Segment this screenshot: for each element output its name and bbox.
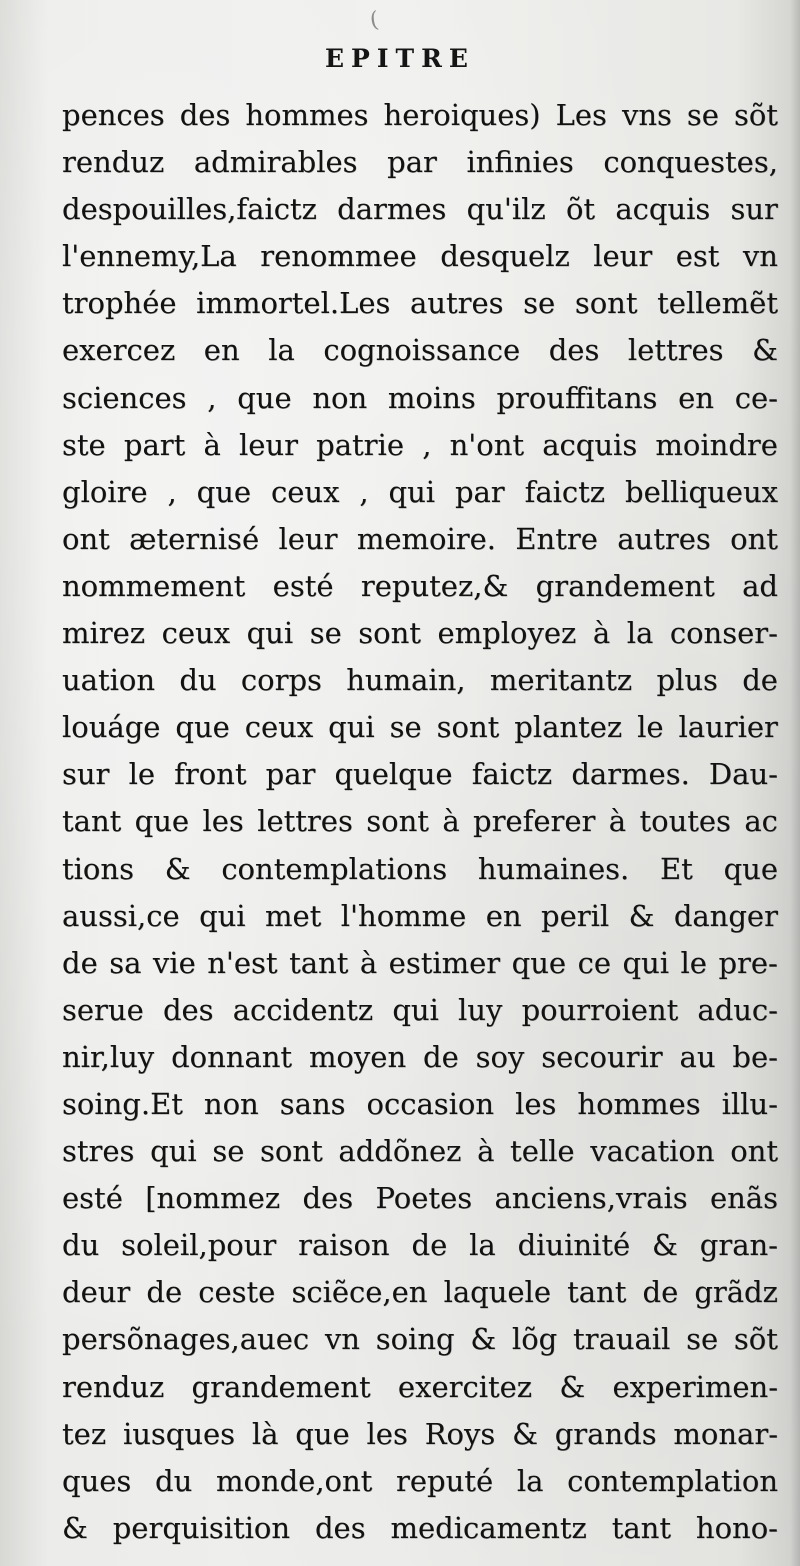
- text-word: deur: [62, 1275, 131, 1310]
- text-word: aduc-: [697, 992, 778, 1027]
- text-line: [62, 1316, 778, 1363]
- text-word: à: [592, 616, 611, 651]
- text-word: autres: [410, 286, 504, 321]
- text-line: [62, 940, 778, 987]
- text-word: darmes.: [571, 757, 690, 792]
- text-word: se: [389, 710, 422, 745]
- text-word: donnant: [171, 1039, 293, 1074]
- text-word: soy: [475, 1039, 525, 1074]
- text-word: iusques: [122, 1416, 236, 1451]
- text-line: [62, 1269, 778, 1316]
- text-word: vn: [742, 239, 778, 274]
- text-word: sans: [279, 1086, 346, 1121]
- text-word: nir,luy: [62, 1039, 155, 1074]
- text-word: lõg: [511, 1322, 558, 1357]
- text-word: heroiques): [383, 98, 541, 132]
- text-word: se: [309, 616, 342, 651]
- text-word: ,: [207, 380, 217, 415]
- text-word: de: [642, 1275, 679, 1310]
- text-line: [62, 704, 778, 751]
- text-word: l'homme: [340, 898, 467, 933]
- text-word: renommee: [260, 239, 417, 274]
- text-word: acquis: [542, 427, 638, 462]
- text-word: &: [752, 333, 778, 368]
- text-word: les: [515, 1086, 557, 1121]
- text-word: lettres: [257, 804, 353, 839]
- text-word: met: [265, 898, 322, 933]
- text-word: à: [359, 945, 378, 980]
- text-word: conser-: [669, 616, 778, 651]
- text-word: au: [679, 1039, 716, 1074]
- text-word: louáge: [62, 710, 161, 745]
- text-word: tant: [289, 945, 349, 980]
- text-word: lettres: [627, 333, 724, 368]
- text-word: par: [454, 474, 505, 509]
- text-line: [62, 422, 778, 469]
- text-word: raison: [298, 1228, 390, 1263]
- text-word: faictz: [524, 474, 606, 509]
- text-word: le: [637, 710, 664, 745]
- text-word: preferer: [473, 804, 596, 839]
- text-word: medicamentz: [390, 1510, 587, 1545]
- text-line: [62, 92, 778, 139]
- text-word: autres: [617, 521, 711, 556]
- text-word: la: [469, 1228, 496, 1263]
- text-word: front: [174, 757, 247, 792]
- text-line: [62, 1175, 778, 1222]
- text-word: experimen-: [612, 1369, 778, 1404]
- text-word: ceux: [161, 616, 231, 651]
- text-word: telle: [510, 1134, 575, 1169]
- text-word: sont: [436, 710, 500, 745]
- text-word: occasion: [366, 1086, 495, 1121]
- text-word: qui: [392, 992, 439, 1027]
- text-word: ques: [62, 1463, 132, 1498]
- text-word: sont: [366, 804, 429, 839]
- text-word: sciẽce,en: [291, 1275, 428, 1310]
- text-word: prouffitans: [496, 380, 658, 415]
- text-word: vn: [324, 1322, 360, 1357]
- text-word: là: [251, 1416, 279, 1451]
- text-word: des: [179, 98, 231, 132]
- text-word: &: [652, 1228, 678, 1263]
- text-line: [62, 1364, 778, 1411]
- text-word: infinies: [466, 145, 574, 180]
- text-word: estimer: [388, 945, 501, 980]
- text-word: quelque: [334, 757, 453, 792]
- text-line: [62, 1411, 778, 1458]
- text-word: à: [442, 804, 460, 839]
- text-word: que: [175, 710, 230, 745]
- text-word: mirez: [62, 616, 146, 651]
- running-head: EPITRE: [325, 44, 475, 73]
- text-word: à: [477, 1134, 495, 1169]
- text-word: desquelz: [440, 239, 570, 274]
- text-word: admirables: [193, 145, 358, 180]
- text-word: contemplations: [221, 851, 448, 886]
- text-word: pourroient: [521, 992, 679, 1027]
- text-word: de: [62, 945, 98, 980]
- text-word: laurier: [678, 710, 778, 745]
- text-line: [62, 280, 778, 327]
- text-word: vie: [152, 945, 196, 980]
- text-word: immortel.Les: [196, 286, 391, 321]
- text-word: qu'ilz: [466, 192, 546, 227]
- text-word: l'ennemy,La: [62, 239, 237, 274]
- text-word: Poetes: [375, 1181, 473, 1216]
- text-word: se: [212, 1134, 245, 1169]
- text-word: plus: [656, 663, 718, 698]
- text-word: renduz: [62, 145, 165, 180]
- text-word: ste: [62, 427, 106, 462]
- text-line: [62, 233, 778, 280]
- text-word: &: [559, 1369, 586, 1404]
- text-word: des: [162, 992, 214, 1027]
- text-line: [62, 610, 778, 657]
- text-word: sont: [574, 286, 638, 321]
- text-word: ad: [742, 568, 778, 603]
- text-line: [62, 751, 778, 798]
- text-word: æternisé: [129, 521, 260, 556]
- text-word: tellemẽt: [657, 286, 778, 321]
- text-word: belliqueux: [625, 474, 778, 509]
- text-word: faictz: [471, 757, 553, 792]
- text-word: &: [512, 1416, 538, 1451]
- text-word: employez: [437, 616, 577, 651]
- text-word: ont: [730, 521, 778, 556]
- text-word: uation: [62, 663, 156, 698]
- text-word: Entre: [515, 521, 598, 556]
- text-word: grands: [554, 1416, 657, 1451]
- text-line: [62, 1081, 778, 1128]
- text-word: qui: [150, 1134, 197, 1169]
- text-word: ont: [62, 521, 110, 556]
- text-word: ,: [167, 474, 177, 509]
- text-word: non: [312, 380, 368, 415]
- text-word: de: [146, 1275, 183, 1310]
- text-word: de: [411, 1228, 448, 1263]
- text-line: [62, 375, 778, 422]
- text-word: leur: [238, 427, 298, 462]
- text-line: [62, 139, 778, 186]
- text-line: [62, 1458, 778, 1505]
- text-word: les: [202, 804, 244, 839]
- text-word: darmes: [337, 192, 447, 227]
- text-word: que: [511, 945, 567, 980]
- text-word: ceux: [271, 474, 340, 509]
- text-word: ,: [359, 474, 369, 509]
- text-word: trophée: [62, 286, 177, 321]
- text-line: [62, 327, 778, 374]
- text-line: [62, 186, 778, 233]
- text-word: patrie: [316, 427, 404, 462]
- text-word: humaines.: [477, 851, 630, 886]
- text-word: de: [742, 663, 778, 698]
- text-line: [62, 893, 778, 940]
- text-line: [62, 469, 778, 516]
- text-line: [62, 798, 778, 845]
- text-word: ce-: [734, 380, 778, 415]
- text-word: moins: [387, 380, 476, 415]
- text-word: le: [128, 757, 155, 792]
- text-word: les: [366, 1416, 408, 1451]
- text-word: en: [485, 898, 522, 933]
- text-word: qui: [328, 710, 375, 745]
- text-word: toutes: [639, 804, 731, 839]
- gutter-mark: (: [368, 7, 381, 34]
- text-word: par: [265, 757, 316, 792]
- text-word: que: [723, 851, 778, 886]
- text-word: laquele: [443, 1275, 551, 1310]
- text-word: hommes: [245, 98, 369, 132]
- text-word: anciens,vrais: [494, 1181, 688, 1216]
- text-word: sa: [109, 945, 142, 980]
- text-word: grãdz: [694, 1275, 778, 1310]
- text-word: reputez,&: [360, 568, 509, 603]
- text-word: nommement: [62, 568, 246, 603]
- text-word: hommes: [577, 1086, 701, 1121]
- text-word: en: [203, 333, 240, 368]
- text-word: du: [155, 1463, 193, 1498]
- text-word: exercitez: [397, 1369, 533, 1404]
- text-word: soleil,pour: [121, 1228, 277, 1263]
- text-word: pre-: [718, 945, 778, 980]
- text-word: de: [423, 1039, 459, 1074]
- text-word: Dau-: [708, 757, 778, 792]
- text-line: [62, 987, 778, 1034]
- text-line: [62, 1222, 778, 1269]
- text-word: sont: [260, 1134, 323, 1169]
- text-word: du: [179, 663, 217, 698]
- text-word: memoire.: [356, 521, 496, 556]
- text-word: Roys: [424, 1416, 496, 1451]
- text-word: par: [387, 145, 437, 180]
- text-word: trauail: [573, 1322, 671, 1357]
- text-word: exercez: [62, 333, 176, 368]
- text-line: [62, 846, 778, 893]
- text-word: sur: [62, 757, 110, 792]
- text-word: que: [134, 804, 190, 839]
- text-word: gloire: [62, 474, 148, 509]
- text-word: stres: [62, 1134, 135, 1169]
- text-word: renduz: [62, 1369, 165, 1404]
- text-word: monar-: [673, 1416, 778, 1451]
- text-word: &: [164, 851, 191, 886]
- text-word: ont: [730, 1134, 778, 1169]
- text-word: que: [295, 1416, 350, 1451]
- text-word: leur: [593, 239, 653, 274]
- text-word: se: [523, 286, 556, 321]
- text-word: grandement: [191, 1369, 371, 1404]
- text-word: moindre: [655, 427, 778, 462]
- text-word: en: [678, 380, 714, 415]
- text-word: &: [470, 1322, 497, 1357]
- text-word: monde,ont: [215, 1463, 373, 1498]
- text-word: conquestes,: [603, 145, 778, 180]
- text-word: addõnez: [338, 1134, 462, 1169]
- text-word: des: [302, 1181, 354, 1216]
- text-word: sciences: [62, 380, 187, 415]
- text-word: õt: [565, 192, 596, 227]
- text-word: cognoissance: [323, 333, 521, 368]
- text-word: qui: [622, 945, 670, 980]
- text-word: humain,: [346, 663, 466, 698]
- text-word: &: [628, 898, 655, 933]
- text-word: diuinité: [517, 1228, 631, 1263]
- text-word: n'ont: [449, 427, 525, 462]
- text-word: que: [196, 474, 252, 509]
- text-word: tez: [62, 1416, 107, 1451]
- text-word: qui: [388, 474, 436, 509]
- text-word: que: [237, 380, 292, 415]
- text-word: tant: [567, 1275, 627, 1310]
- text-word: la: [268, 333, 295, 368]
- text-word: vacation: [590, 1134, 715, 1169]
- text-word: moyen: [308, 1039, 407, 1074]
- body-text: [62, 92, 778, 1552]
- text-word: perquisition: [112, 1510, 291, 1545]
- text-word: qui: [246, 616, 294, 651]
- text-line: [62, 1505, 778, 1552]
- text-word: illu-: [721, 1086, 778, 1121]
- text-word: des: [548, 333, 600, 368]
- text-word: se: [686, 1322, 719, 1357]
- text-word: esté: [62, 1181, 123, 1216]
- text-line: [62, 516, 778, 563]
- text-word: danger: [673, 898, 778, 933]
- text-word: le: [680, 945, 707, 980]
- text-line: [62, 563, 778, 610]
- text-word: tant: [62, 804, 122, 839]
- text-word: sont: [358, 616, 421, 651]
- text-word: grandement: [535, 568, 715, 603]
- text-word: est: [675, 239, 720, 274]
- text-word: soing: [375, 1322, 455, 1357]
- text-word: à: [203, 427, 221, 462]
- text-word: corps: [240, 663, 322, 698]
- text-word: pences: [62, 98, 165, 132]
- text-word: reputé: [396, 1463, 494, 1498]
- text-word: sur: [730, 192, 778, 227]
- text-line: [62, 657, 778, 704]
- text-line: [62, 1034, 778, 1081]
- text-word: gran-: [699, 1228, 778, 1263]
- text-word: serue: [62, 992, 144, 1027]
- text-word: [nommez: [145, 1181, 281, 1216]
- text-word: esté: [272, 568, 334, 603]
- text-word: vns: [621, 98, 672, 132]
- text-word: meritantz: [489, 663, 633, 698]
- text-word: peril: [541, 898, 610, 933]
- text-word: secourir: [541, 1039, 663, 1074]
- text-word: tant: [611, 1510, 671, 1545]
- text-word: soing.Et: [62, 1086, 183, 1121]
- text-word: contemplation: [567, 1463, 778, 1498]
- text-word: Et: [659, 851, 693, 886]
- text-word: qui: [199, 898, 246, 933]
- text-word: à: [608, 804, 627, 839]
- text-word: ac: [744, 804, 778, 839]
- text-word: luy: [458, 992, 503, 1027]
- text-word: ceux: [244, 710, 314, 745]
- text-word: plantez: [514, 710, 623, 745]
- text-word: &: [62, 1510, 88, 1545]
- text-word: despouilles,faictz: [62, 192, 317, 227]
- text-word: aussi,ce: [62, 898, 180, 933]
- text-word: se: [686, 98, 719, 132]
- text-word: non: [203, 1086, 259, 1121]
- text-word: sõt: [733, 98, 778, 132]
- text-word: be-: [732, 1039, 778, 1074]
- text-word: ,: [422, 427, 432, 462]
- text-word: part: [123, 427, 186, 462]
- text-line: [62, 1128, 778, 1175]
- text-word: sõt: [733, 1322, 778, 1357]
- text-word: hono-: [695, 1510, 778, 1545]
- text-word: ceste: [198, 1275, 276, 1310]
- text-word: Les: [555, 98, 607, 132]
- text-word: la: [516, 1463, 544, 1498]
- text-word: n'est: [207, 945, 278, 980]
- text-word: persõnages,auec: [62, 1322, 310, 1357]
- text-word: des: [314, 1510, 366, 1545]
- text-word: ce: [577, 945, 611, 980]
- text-word: du: [62, 1228, 100, 1263]
- text-word: acquis: [615, 192, 711, 227]
- text-word: tions: [62, 851, 134, 886]
- text-word: accidentz: [232, 992, 374, 1027]
- text-word: leur: [278, 521, 338, 556]
- text-word: enãs: [709, 1181, 778, 1216]
- text-word: la: [626, 616, 654, 651]
